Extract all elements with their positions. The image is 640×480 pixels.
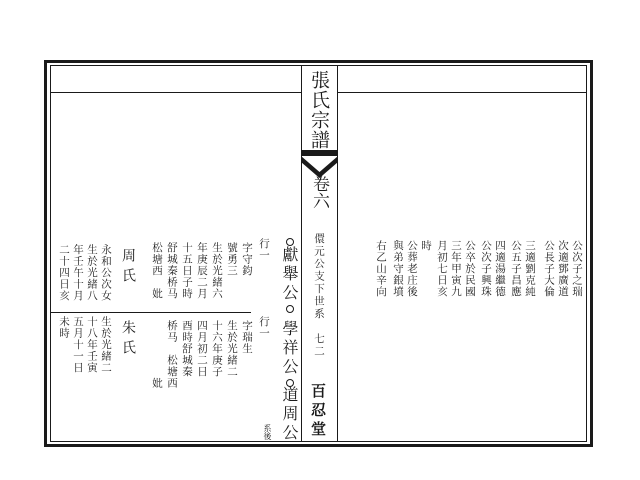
person-3-name: 道周公 <box>280 386 299 443</box>
person-1-generation-label: 行一 <box>258 238 270 261</box>
right-col-10: 月初七日亥 <box>436 240 448 298</box>
person-1-bio-col-4: 年庚辰二月 <box>196 242 208 300</box>
person-2-bio-col-1: 字瑞生 <box>241 320 253 355</box>
person-1-wife-bio-col-2: 生於光緒八 <box>86 244 98 302</box>
header-band-line-left <box>51 92 301 93</box>
right-col-2: 次適鄧廣道 <box>557 240 569 298</box>
person-1-wife-bio-col-4: 二十四日亥 <box>58 244 70 302</box>
person-2-wife-bio-col-2: 十八年壬寅 <box>86 316 98 374</box>
person-2-name-block <box>278 320 301 387</box>
person-1-bio-col-3: 生於光緒六 <box>211 242 223 300</box>
genealogy-title: 張氏宗譜 <box>308 70 330 150</box>
person-1-wife-bio-col-3: 年壬午十月 <box>72 244 84 302</box>
person-2-wife-name: 朱氏 <box>120 320 136 360</box>
right-col-3: 公長子大倫 <box>543 240 555 298</box>
person-2-bio-col-3: 十六年庚子 <box>211 320 223 378</box>
person-1-wife-name: 周氏 <box>120 248 136 288</box>
person-1-wife-bio-col-1: 永和公次女 <box>100 244 112 302</box>
right-col-6: 四適湯繼德 <box>494 240 506 298</box>
person-2-bio-col-4: 四月初二日 <box>196 320 208 378</box>
right-col-8: 公卒於民國 <box>464 240 476 298</box>
spine-line-right <box>337 65 338 442</box>
person-3-note: 系後 <box>263 424 272 440</box>
generation-divider <box>51 312 251 313</box>
right-col-5: 公五子昌應 <box>510 240 522 298</box>
person-1-bio-col-2: 號勇三 <box>226 242 238 277</box>
person-2-wife-bio-col-4: 未時 <box>58 316 70 339</box>
right-col-12: 公葬老庄後 <box>406 240 418 298</box>
person-2-bio-col-5: 酉時舒城秦 <box>181 320 193 378</box>
person-2-bio-col-7: 妣 <box>151 320 163 389</box>
person-1-link-icon <box>286 305 294 313</box>
person-2-generation-label: 行一 <box>258 316 270 339</box>
person-2-bio-col-2: 生於光緒二 <box>226 320 238 378</box>
person-1-bio-col-1: 字守鈞 <box>241 242 253 277</box>
person-2-wife-bio-col-1: 生於光緒二 <box>100 316 112 374</box>
right-col-4: 三適劉克純 <box>524 240 536 298</box>
volume-number: 卷六 <box>309 175 329 209</box>
person-1-bio-col-6: 舒城秦桥马 <box>166 242 178 300</box>
right-col-14: 右乙山辛向 <box>375 240 387 298</box>
person-2-name: 學祥公 <box>280 320 299 377</box>
person-2-wife-bio-col-3: 五月十一日 <box>72 316 84 374</box>
person-1-bio-col-7: 松塘西 妣 <box>151 242 163 300</box>
right-col-1: 公次子之瑞 <box>571 240 583 298</box>
header-band-line-right <box>338 92 586 93</box>
right-col-7: 公次子興珠 <box>480 240 492 298</box>
lineage-page-label: 儇元公支下世系 七二 <box>313 233 325 358</box>
right-col-13: 與弟守銀墳 <box>392 240 404 298</box>
person-2-bio-col-6: 桥马 松塘西 <box>166 320 178 389</box>
person-1-marker-icon <box>286 238 294 246</box>
person-1-name-block <box>278 238 301 313</box>
person-1-bio-col-5: 十五日子時 <box>181 242 193 300</box>
right-col-9: 三年甲寅九 <box>450 240 462 298</box>
hall-name: 百忍堂 <box>309 383 327 440</box>
person-1-name: 獻舉公 <box>280 246 299 303</box>
right-col-11: 時 <box>420 240 432 252</box>
spine-line-left <box>301 65 302 442</box>
